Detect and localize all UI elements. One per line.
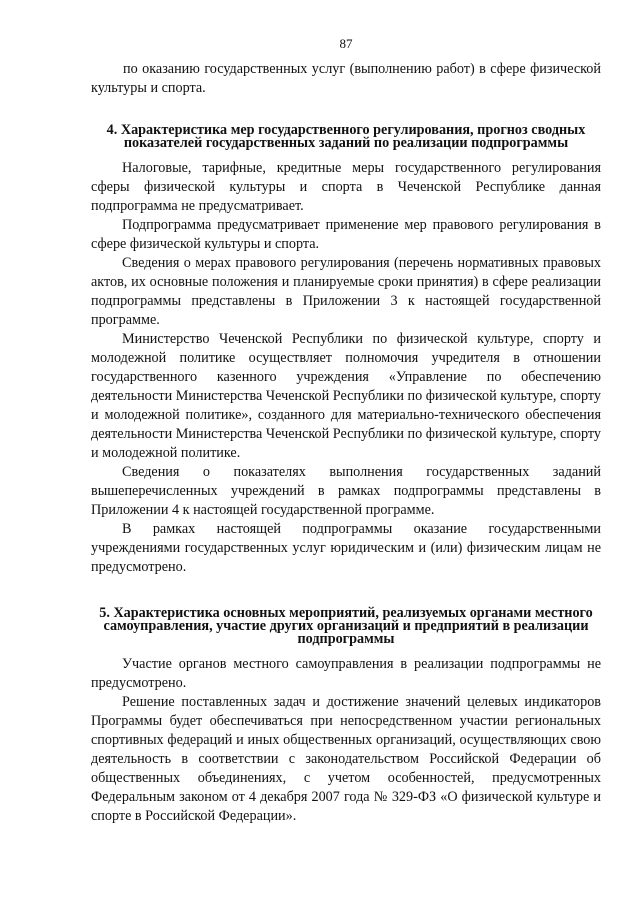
- section-4-paragraph: Подпрограмма предусматривает применение мер правового регулирования в сфере физической культуры и спорта.: [91, 217, 601, 252]
- section-4-paragraph: Сведения о показателях выполнения государственных заданий вышеперечисленных учреждений в рамках подпрограммы представлены в Приложении 4 к настоящей государственной программе.: [91, 464, 601, 518]
- section-4-heading: 4. Характеристика мер государственного регулирования, прогноз сводных показателей государственных заданий по реализации подпрограммы: [106, 122, 586, 151]
- section-4-paragraph: Сведения о мерах правового регулирования (перечень нормативных правовых актов, их основные положения и планируемые сроки принятия) в сфере реализации подпрограммы представлены в Приложении 3 к настоящей государственной программе.: [91, 255, 601, 328]
- page-number: 87: [339, 36, 353, 51]
- section-5-paragraph: Участие органов местного самоуправления в реализации подпрограммы не предусмотрено.: [91, 656, 601, 691]
- intro-paragraph: по оказанию государственных услуг (выполнению работ) в сфере физической культуры и спорта.: [91, 61, 601, 96]
- section-5-heading: 5. Характеристика основных мероприятий, реализуемых органами местного самоуправления, участие других организаций и предприятий в реализации подпрограммы: [99, 605, 593, 647]
- section-4-paragraph: Министерство Чеченской Республики по физической культуре, спорту и молодежной политике осуществляет полномочия учредителя в отношении государственного казенного учреждения «Управление по обеспечению деятельности Министерства Чеченской Республики по физической культуре, спорту и молодежной политике», созданного для материально-технического обеспечения деятельности Министерства Чеченской Республики по физической культуре, спорту и молодежной политике.: [91, 331, 601, 461]
- document-body: [91, 60, 601, 826]
- section-4-paragraph: Налоговые, тарифные, кредитные меры государственного регулирования сферы физической культуры и спорта в Чеченской Республике данная подпрограмма не предусматривает.: [91, 160, 601, 214]
- section-4-paragraph: В рамках настоящей подпрограммы оказание государственными учреждениями государственных услуг юридическим и (или) физическим лицам не предусмотрено.: [91, 521, 601, 575]
- section-5-paragraph: Решение поставленных задач и достижение значений целевых индикаторов Программы будет обеспечиваться при непосредственном участии региональных спортивных федераций и иных общественных организаций, осуществляющих свою деятельность в соответствии с законодательством Российской Федерации об общественных объединениях, с учетом особенностей, предусмотренных Федеральным законом от 4 декабря 2007 года № 329-ФЗ «О физической культуре и спорте в Российской Федерации».: [91, 694, 601, 824]
